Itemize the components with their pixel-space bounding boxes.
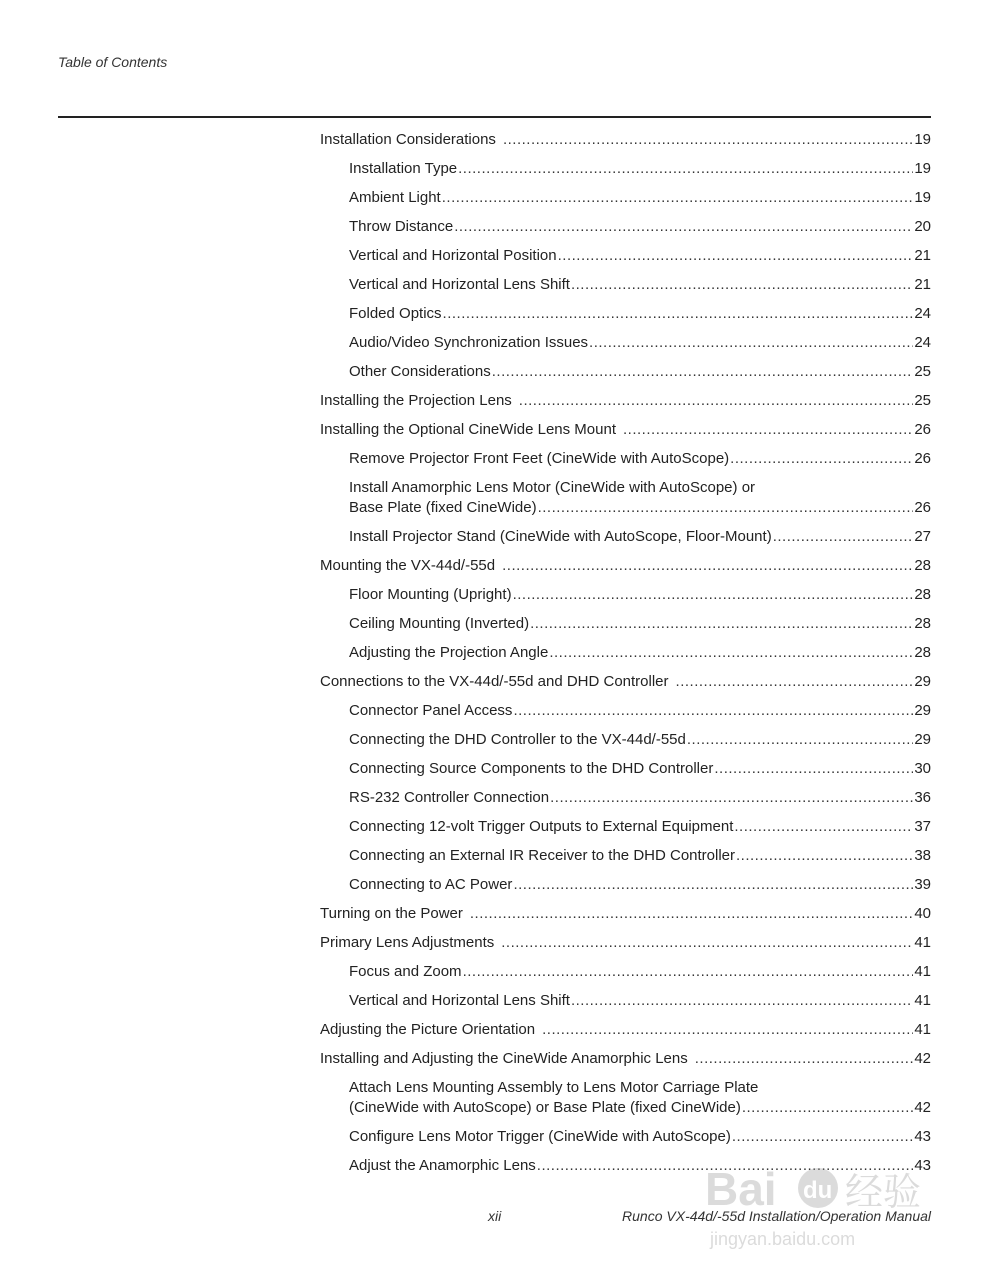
toc-subsection-entry[interactable]: [320, 759, 931, 779]
toc-entry-title: Ceiling Mounting (Inverted): [349, 615, 530, 632]
dot-leader: [695, 1049, 914, 1069]
toc-entry-page-number: 19: [914, 131, 931, 148]
toc-entry-page-number: 29: [914, 673, 931, 690]
toc-entry-page-number: 30: [914, 760, 931, 777]
toc-subsection-entry[interactable]: [320, 527, 931, 547]
dot-leader: [443, 304, 914, 324]
toc-entry-title: Folded Optics: [349, 305, 442, 322]
dot-leader: [734, 817, 913, 837]
dot-leader: [542, 1020, 913, 1040]
toc-entry-page-number: 39: [914, 876, 931, 893]
toc-entry-page-number: 26: [914, 421, 931, 438]
toc-entry-page-number: 42: [914, 1099, 931, 1116]
toc-subsection-entry[interactable]: [320, 333, 931, 353]
toc-subsection-entry[interactable]: [320, 614, 931, 634]
toc-entry-title: Connecting 12-volt Trigger Outputs to External Equipment: [349, 818, 734, 835]
dot-leader: [589, 333, 913, 353]
dot-leader: [519, 391, 914, 411]
toc-entry-title: Ambient Light: [349, 189, 441, 206]
toc-subsection-entry[interactable]: [320, 246, 931, 266]
toc-subsection-entry[interactable]: [320, 730, 931, 750]
toc-entry-title: Base Plate (fixed CineWide): [349, 499, 537, 516]
dot-leader: [501, 933, 913, 953]
svg-text:jingyan.baidu.com: jingyan.baidu.com: [710, 1229, 856, 1249]
toc-entry-title: Turning on the Power: [320, 905, 463, 922]
toc-entry-title: Installation Type: [349, 160, 458, 177]
dot-leader: [492, 362, 914, 382]
toc-entry-page-number: 28: [914, 615, 931, 632]
toc-subsection-entry[interactable]: [320, 991, 931, 1011]
dot-leader: [732, 1127, 913, 1147]
toc-entry-page-number: 20: [914, 218, 931, 235]
toc-entry-page-number: 26: [914, 450, 931, 467]
footer-manual-title: Runco VX-44d/-55d Installation/Operation Manual: [622, 1208, 931, 1224]
toc-entry-title: (CineWide with AutoScope) or Base Plate (fixed CineWide): [349, 1099, 741, 1116]
toc-entry-page-number: 19: [914, 160, 931, 177]
toc-entry-title: Primary Lens Adjustments: [320, 934, 495, 951]
toc-entry-title: Other Considerations: [349, 363, 491, 380]
toc-subsection-entry[interactable]: [320, 875, 931, 895]
toc-section-entry[interactable]: [320, 391, 931, 411]
toc-entry-page-number: 19: [914, 189, 931, 206]
dot-leader: [513, 875, 913, 895]
dot-leader: [513, 585, 914, 605]
toc-entry-page-number: 28: [914, 586, 931, 603]
dot-leader: [538, 498, 914, 518]
dot-leader: [503, 130, 913, 150]
dot-leader: [676, 672, 914, 692]
toc-entry-page-number: 21: [914, 247, 931, 264]
toc-entry-title: Connecting an External IR Receiver to the DHD Controller: [349, 847, 736, 864]
toc-entry-title: Install Projector Stand (CineWide with AutoScope, Floor-Mount): [349, 528, 772, 545]
toc-entry-title: Vertical and Horizontal Position: [349, 247, 557, 264]
dot-leader: [571, 275, 913, 295]
toc-subsection-entry[interactable]: [320, 701, 931, 721]
dot-leader: [730, 449, 913, 469]
toc-subsection-entry[interactable]: [320, 275, 931, 295]
toc-subsection-entry[interactable]: [320, 304, 931, 324]
dot-leader: [470, 904, 913, 924]
toc-subsection-entry[interactable]: [320, 1127, 931, 1147]
toc-entry-page-number: 28: [914, 644, 931, 661]
toc-subsection-entry[interactable]: [320, 449, 931, 469]
toc-entry-page-number: 29: [914, 702, 931, 719]
toc-subsection-entry[interactable]: [320, 188, 931, 208]
toc-entry-title: Adjusting the Picture Orientation: [320, 1021, 536, 1038]
toc-section-entry[interactable]: [320, 420, 931, 440]
toc-subsection-entry[interactable]: [320, 217, 931, 237]
header-rule: [58, 116, 931, 118]
toc-subsection-entry[interactable]: [320, 362, 931, 382]
toc-subsection-entry[interactable]: [320, 817, 931, 837]
toc-subsection-entry[interactable]: [320, 1078, 931, 1118]
toc-entry-page-number: 36: [914, 789, 931, 806]
toc-entry-page-number: 26: [914, 499, 931, 516]
toc-entry-title: Floor Mounting (Upright): [349, 586, 512, 603]
running-head-title: Table of Contents: [58, 54, 168, 70]
toc-section-entry[interactable]: [320, 672, 931, 692]
toc-subsection-entry[interactable]: [320, 478, 931, 518]
toc-section-entry[interactable]: [320, 1049, 931, 1069]
toc-entry-title: Connecting Source Components to the DHD Controller: [349, 760, 714, 777]
toc-entry-title: Connector Panel Access: [349, 702, 513, 719]
toc-entry-title: Connecting to AC Power: [349, 876, 513, 893]
toc-entry-page-number: 41: [914, 1021, 931, 1038]
dot-leader: [623, 420, 913, 440]
toc-subsection-entry[interactable]: [320, 159, 931, 179]
toc-entry-page-number: 41: [914, 963, 931, 980]
toc-section-entry[interactable]: [320, 904, 931, 924]
toc-entry-title: Adjust the Anamorphic Lens: [349, 1157, 536, 1174]
toc-entry-title-line1: Attach Lens Mounting Assembly to Lens Motor Carriage Plate: [349, 1079, 759, 1096]
toc-section-entry[interactable]: [320, 933, 931, 953]
toc-subsection-entry[interactable]: [320, 846, 931, 866]
dot-leader: [736, 846, 913, 866]
toc-subsection-entry[interactable]: [320, 585, 931, 605]
toc-entry-page-number: 37: [914, 818, 931, 835]
toc-entry-page-number: 43: [914, 1157, 931, 1174]
toc-entry-page-number: 29: [914, 731, 931, 748]
toc-entry-page-number: 25: [914, 363, 931, 380]
dot-leader: [558, 246, 914, 266]
dot-leader: [502, 556, 913, 576]
dot-leader: [773, 527, 914, 547]
toc-entry-title: Focus and Zoom: [349, 963, 462, 980]
toc-entry-page-number: 24: [914, 334, 931, 351]
toc-entry-page-number: 40: [914, 905, 931, 922]
toc-entry-page-number: 24: [914, 305, 931, 322]
watermark-logo: [700, 1150, 950, 1270]
toc-entry-title: Audio/Video Synchronization Issues: [349, 334, 589, 351]
toc-subsection-entry[interactable]: [320, 643, 931, 663]
toc-entry-title: Installing the Optional CineWide Lens Mount: [320, 421, 617, 438]
dot-leader: [454, 217, 913, 237]
dot-leader: [687, 730, 913, 750]
toc-entry-title: Connections to the VX-44d/-55d and DHD Controller: [320, 673, 669, 690]
dot-leader: [549, 643, 913, 663]
toc-entry-page-number: 41: [914, 992, 931, 1009]
toc-entry-page-number: 27: [914, 528, 931, 545]
table-of-contents: [320, 130, 931, 1185]
toc-section-entry[interactable]: [320, 1020, 931, 1040]
footer-page-number: xii: [488, 1208, 502, 1224]
dot-leader: [463, 962, 914, 982]
svg-text:Bai: Bai: [705, 1163, 777, 1215]
dot-leader: [513, 701, 913, 721]
toc-entry-page-number: 25: [914, 392, 931, 409]
toc-section-entry[interactable]: [320, 130, 931, 150]
toc-entry-title: Configure Lens Motor Trigger (CineWide with AutoScope): [349, 1128, 731, 1145]
toc-subsection-entry[interactable]: [320, 962, 931, 982]
toc-entry-page-number: 38: [914, 847, 931, 864]
dot-leader: [530, 614, 913, 634]
toc-entry-title: Adjusting the Projection Angle: [349, 644, 549, 661]
toc-entry-title: Connecting the DHD Controller to the VX-44d/-55d: [349, 731, 686, 748]
toc-entry-title: Mounting the VX-44d/-55d: [320, 557, 496, 574]
dot-leader: [458, 159, 913, 179]
toc-entry-title-line1: Install Anamorphic Lens Motor (CineWide with AutoScope) or: [349, 479, 756, 496]
toc-entry-title: Installing and Adjusting the CineWide Anamorphic Lens: [320, 1050, 688, 1067]
toc-entry-page-number: 41: [914, 934, 931, 951]
dot-leader: [742, 1098, 913, 1118]
toc-section-entry[interactable]: [320, 556, 931, 576]
toc-entry-page-number: 42: [914, 1050, 931, 1067]
toc-entry-page-number: 43: [914, 1128, 931, 1145]
svg-text:经验: 经验: [845, 1170, 922, 1214]
toc-entry-title: Throw Distance: [349, 218, 454, 235]
toc-entry-title: Installing the Projection Lens: [320, 392, 512, 409]
toc-entry-title: Installation Considerations: [320, 131, 496, 148]
toc-entry-title: Vertical and Horizontal Lens Shift: [349, 992, 570, 1009]
dot-leader: [550, 788, 913, 808]
toc-entry-page-number: 28: [914, 557, 931, 574]
toc-entry-page-number: 21: [914, 276, 931, 293]
toc-entry-title: Vertical and Horizontal Lens Shift: [349, 276, 570, 293]
toc-subsection-entry[interactable]: [320, 788, 931, 808]
toc-entry-title: RS-232 Controller Connection: [349, 789, 550, 806]
dot-leader: [442, 188, 914, 208]
dot-leader: [571, 991, 913, 1011]
dot-leader: [714, 759, 913, 779]
svg-text:du: du: [803, 1177, 833, 1204]
toc-entry-title: Remove Projector Front Feet (CineWide with AutoScope): [349, 450, 730, 467]
